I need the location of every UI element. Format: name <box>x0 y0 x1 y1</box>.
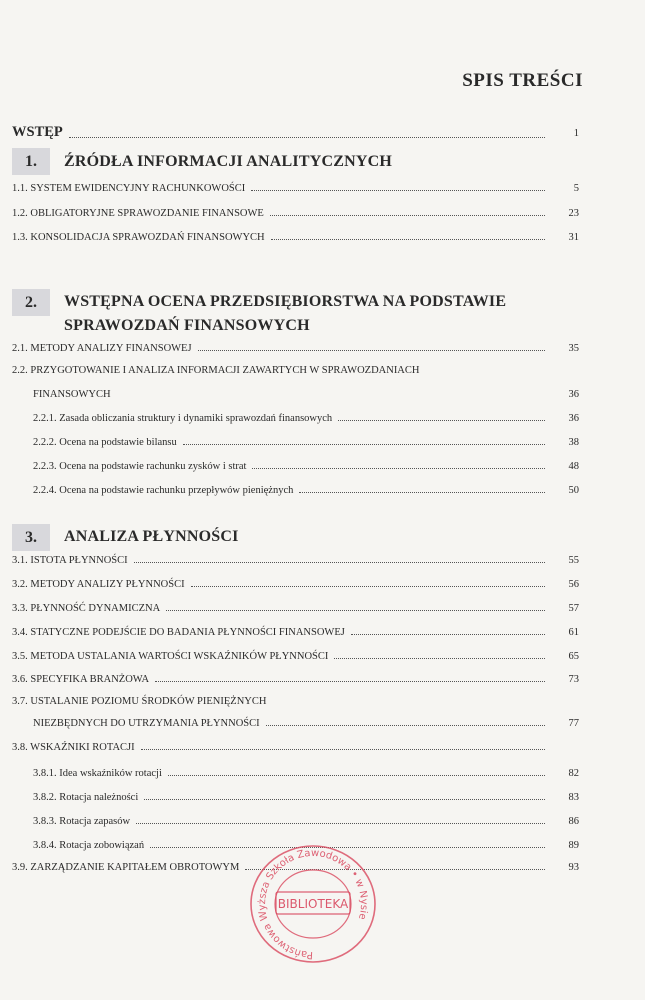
toc-entry-page: 23 <box>568 208 579 219</box>
toc-entry[interactable] <box>12 555 579 566</box>
toc-entry[interactable] <box>33 816 579 827</box>
leader-dots <box>270 214 545 216</box>
leader-dots <box>69 136 545 138</box>
leader-dots <box>141 748 545 750</box>
toc-entry-label: 1.3. KONSOLIDACJA SPRAWOZDAŃ FINANSOWYCH <box>12 232 265 243</box>
toc-entry-label: 3.8.4. Rotacja zobowiązań <box>33 840 145 851</box>
leader-dots <box>266 724 545 726</box>
toc-entry-page: 61 <box>568 627 579 638</box>
toc-entry-label: 2.2.4. Ocena na podstawie rachunku przepływów pieniężnych <box>33 485 294 496</box>
toc-entry-page: 36 <box>568 413 579 424</box>
toc-entry[interactable] <box>33 718 579 729</box>
leader-dots <box>338 419 545 421</box>
toc-entry-label: 3.3. PŁYNNOŚĆ DYNAMICZNA <box>12 603 161 614</box>
page-title: SPIS TREŚCI <box>462 70 583 91</box>
toc-entry-page: 55 <box>568 555 579 566</box>
toc-entry[interactable] <box>12 627 579 638</box>
toc-entry[interactable] <box>12 232 579 243</box>
leader-dots <box>191 585 545 587</box>
chapter-heading-3[interactable] <box>12 524 239 551</box>
leader-dots <box>251 189 545 191</box>
stamp-ring-text: Państwowa Wyższa Szkoła Zawodowa • w Nysie <box>256 847 370 961</box>
leader-dots <box>351 633 545 635</box>
toc-entry[interactable] <box>12 183 579 194</box>
toc-entry-page: 36 <box>568 389 579 400</box>
toc-entry[interactable] <box>12 579 579 590</box>
toc-entry-label: 2.1. METODY ANALIZY FINANSOWEJ <box>12 343 192 354</box>
chapter-heading-2[interactable] <box>12 289 506 338</box>
toc-entry-page: 57 <box>568 603 579 614</box>
toc-entry[interactable] <box>33 461 579 472</box>
toc-entry-label: FINANSOWYCH <box>33 389 111 400</box>
toc-entry-page: 89 <box>568 840 579 851</box>
toc-entry[interactable] <box>33 792 579 803</box>
leader-dots <box>299 491 545 493</box>
chapter-heading-1[interactable] <box>12 148 392 175</box>
toc-entry-label: 3.8.2. Rotacja należności <box>33 792 139 803</box>
toc-entry[interactable] <box>33 768 579 779</box>
toc-entry-label: 3.2. METODY ANALIZY PŁYNNOŚCI <box>12 579 185 590</box>
toc-entry-label: 3.6. SPECYFIKA BRANŻOWA <box>12 674 150 685</box>
toc-entry-page: 73 <box>568 674 579 685</box>
toc-entry[interactable] <box>12 343 579 354</box>
toc-entry[interactable] <box>12 742 579 753</box>
toc-entry-intro[interactable] <box>12 124 579 141</box>
leader-dots <box>166 609 545 611</box>
toc-entry-label: 3.8. WSKAŹNIKI ROTACJI <box>12 742 135 753</box>
toc-entry-page: 65 <box>568 651 579 662</box>
toc-entry-page: 83 <box>568 792 579 803</box>
leader-space <box>117 396 545 397</box>
toc-entry-label-line1[interactable]: 3.7. USTALANIE POZIOMU ŚRODKÓW PIENIĘŻNYCH <box>12 696 267 707</box>
toc-entry-label: WSTĘP <box>12 124 63 140</box>
toc-entry-page: 56 <box>568 579 579 590</box>
toc-entry-label: 3.8.3. Rotacja zapasów <box>33 816 131 827</box>
chapter-number: 3. <box>12 524 50 551</box>
toc-entry-page: 1 <box>573 128 579 139</box>
toc-entry-page: 38 <box>568 437 579 448</box>
toc-entry-page: 5 <box>573 183 579 194</box>
chapter-title: WSTĘPNA OCENA PRZEDSIĘBIORSTWA NA PODSTAWIE <box>64 293 507 310</box>
toc-entry-page: 86 <box>568 816 579 827</box>
toc-entry-label: 3.8.1. Idea wskaźników rotacji <box>33 768 162 779</box>
toc-entry[interactable] <box>33 389 579 400</box>
toc-entry[interactable] <box>33 413 579 424</box>
toc-entry-label: 3.9. ZARZĄDZANIE KAPITAŁEM OBROTOWYM <box>12 862 240 873</box>
leader-dots <box>136 822 545 824</box>
leader-dots <box>198 349 545 351</box>
chapter-number: 1. <box>12 148 50 175</box>
toc-entry[interactable] <box>12 603 579 614</box>
toc-entry[interactable] <box>33 485 579 496</box>
toc-entry-page: 48 <box>568 461 579 472</box>
stamp-center-text: BIBLIOTEKA <box>277 897 349 911</box>
toc-entry-page: 50 <box>568 485 579 496</box>
chapter-title: ANALIZA PŁYNNOŚCI <box>64 528 239 545</box>
toc-entry-page: 93 <box>568 862 579 873</box>
chapter-title: ŹRÓDŁA INFORMACJI ANALITYCZNYCH <box>64 153 393 170</box>
chapter-title-line2: SPRAWOZDAŃ FINANSOWYCH <box>64 317 310 334</box>
leader-dots <box>168 774 545 776</box>
toc-entry-label: NIEZBĘDNYCH DO UTRZYMANIA PŁYNNOŚCI <box>33 718 260 729</box>
toc-entry-label: 3.5. METODA USTALANIA WARTOŚCI WSKAŹNIKÓW PŁYNNOŚCI <box>12 651 329 662</box>
chapter-number: 2. <box>12 289 50 316</box>
toc-entry-label: 2.2.2. Ocena na podstawie bilansu <box>33 437 177 448</box>
leader-dots <box>334 657 545 659</box>
toc-entry-label: 3.1. ISTOTA PŁYNNOŚCI <box>12 555 128 566</box>
library-stamp <box>238 840 388 970</box>
toc-entry-label: 1.1. SYSTEM EWIDENCYJNY RACHUNKOWOŚCI <box>12 183 246 194</box>
toc-entry-label-line1[interactable]: 2.2. PRZYGOTOWANIE I ANALIZA INFORMACJI ZAWARTYCH W SPRAWOZDANIACH <box>12 365 420 376</box>
leader-dots <box>144 798 545 800</box>
leader-dots <box>183 443 545 445</box>
toc-entry-page: 31 <box>568 232 579 243</box>
toc-entry[interactable] <box>33 437 579 448</box>
toc-entry-label: 2.2.1. Zasada obliczania struktury i dynamiki sprawozdań finansowych <box>33 413 333 424</box>
toc-entry[interactable] <box>12 674 579 685</box>
leader-dots <box>155 680 545 682</box>
leader-dots <box>134 561 545 563</box>
toc-entry[interactable] <box>12 208 579 219</box>
toc-entry-label: 3.4. STATYCZNE PODEJŚCIE DO BADANIA PŁYNNOŚCI FINANSOWEJ <box>12 627 345 638</box>
toc-entry[interactable] <box>12 651 579 662</box>
toc-entry-page: 35 <box>568 343 579 354</box>
leader-dots <box>271 238 545 240</box>
leader-dots <box>252 467 545 469</box>
toc-entry-page: 77 <box>568 718 579 729</box>
toc-entry-label: 2.2.3. Ocena na podstawie rachunku zysków i strat <box>33 461 247 472</box>
toc-entry-page: 82 <box>568 768 579 779</box>
toc-entry-label: 1.2. OBLIGATORYJNE SPRAWOZDANIE FINANSOWE <box>12 208 264 219</box>
